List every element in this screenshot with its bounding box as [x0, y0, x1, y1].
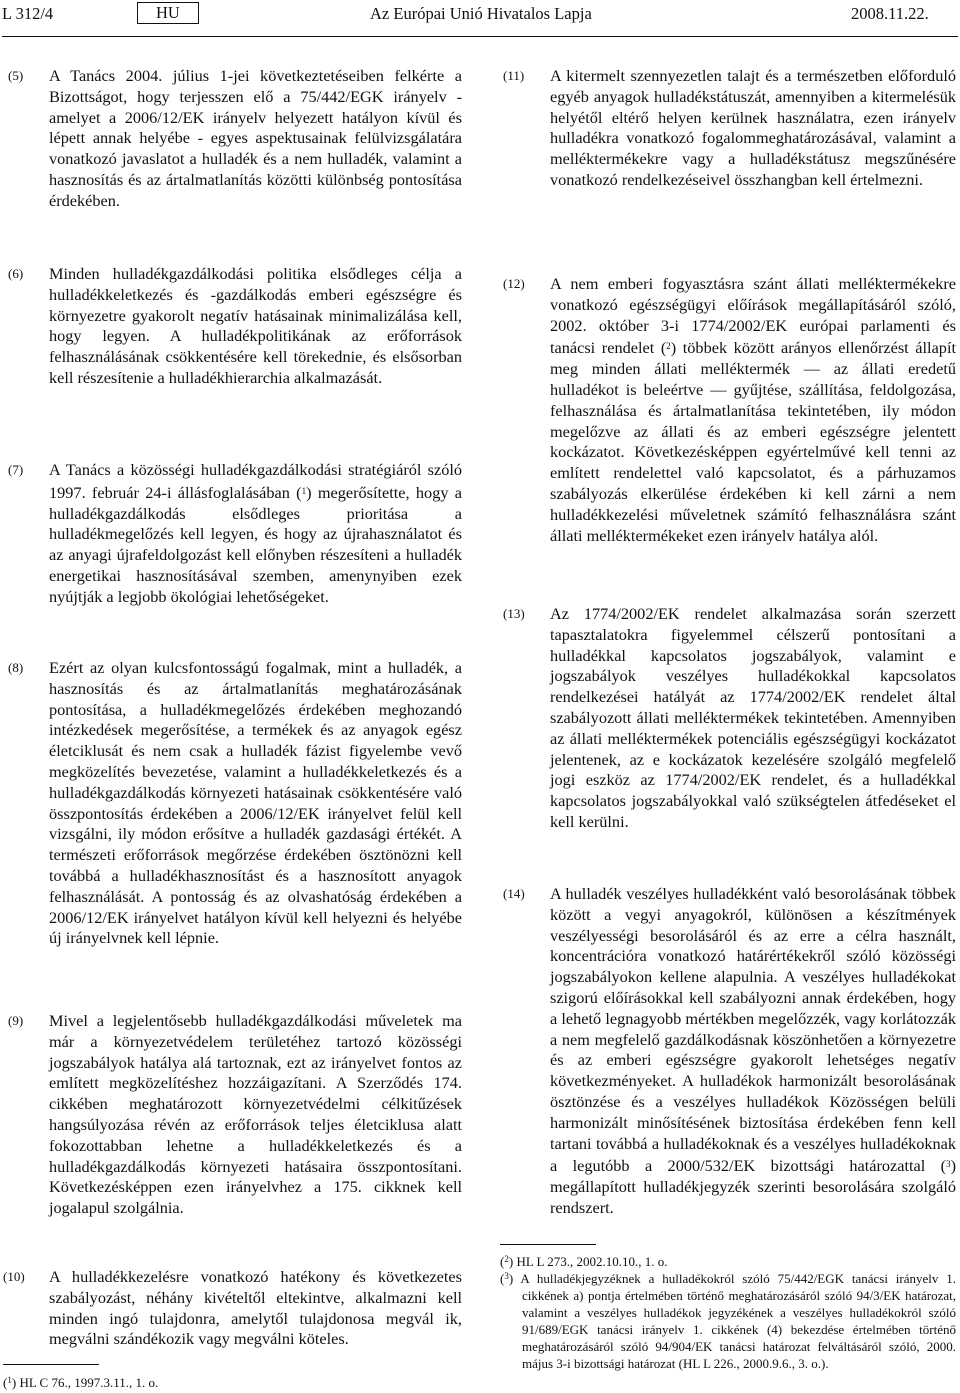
footnote-rule [500, 1244, 596, 1245]
recital-text: Mivel a legjelentősebb hulladékgazdálkodási műveletek ma már a környezetvédelem területéhez tartozó közösségi jogszabályok hatálya alá tartoznak, ezt az irányelvet fontos az említett megközelítéshez hozzáigazítani. A Szerződés 174. cikkében meghatározott környezetvédelmi célkitűzések hangsúlyozása révén az erőforrások teljes életciklusa alatt fokozottabban lehetne a hulladékkeletkezés és a hulladékgazdálkodás környezeti hatásaira összpontosítani. Következésképpen ezen irányelvhez a 175. cikknek kell jogalapul szolgálnia. [49, 1011, 462, 1218]
footnote-1: ($^1$) HL C 76., 1997.3.11., 1. o. [3, 1375, 159, 1390]
footnote-ref[interactable]: 2 [666, 341, 671, 352]
recital-number: (6) [8, 266, 24, 281]
recital-number: (7) [8, 462, 24, 477]
recital-text-part: A hulladék veszélyes hulladékként való besorolásának többek között a vegyi anyagokról, különösen a készítmények veszélyességi besorolásáról és az erre a célra használt, koncentrációra vonatkozó határértékekről szóló közösségi jogszabályokon kellene alapulnia. A veszélyes hulladékokat szigorú előírásokkal kell szabályozni annak érdekében, hogy a lehető legnagyobb mértékben megelőzzék, vagy korlátozzák a nem megfelelő gazdálkodásnak köszönhetően a környezetre és az emberi egészségre gyakorolt lehetséges negatív következményeket. A hulladékok harmonizált besorolásának ösztönzése és a veszélyes hulladékok Közösségen belüli harmonizált minősítésének biztosítása érdekében fenn kell tartani továbbá a hulladékoknak és a veszélyes hulladékoknak a legutóbb a 2000/532/EK bizottsági határozattal ( [550, 884, 956, 1176]
footnote-text: HL L 273., 2002.10.10., 1. o. [516, 1254, 668, 1269]
recital-text: Ezért az olyan kulcsfontosságú fogalmak, mint a hulladék, a hasznosítás és az ártalmatlanítás meghatározásának pontosítása, a hulladékmegelőzés érdekében meghozandó intézkedések megerősítése, a termékek és az anyagok egész életciklusát és nem csak a hulladék fázist figyelembe vevő megközelítés bevezetése, valamint a hulladékkeletkezés és a hulladékgazdálkodás környezeti hatásainak csökkentésére való összpontosítás érdekében a 2006/12/EK irányelvet felül kell vizsgálni, ily módon erősítve a hulladék gazdasági értékét. A természeti erőforrások megőrzése érdekében ösztönözni kell továbbá a hulladékhasznosítást és a hasznosított anyagok felhasználását. A pontosság és az olvashatóság érdekében a 2006/12/EK irányelvet hatályon kívül kell helyezni és helyébe új irányelvnek kell lépnie. [49, 658, 462, 948]
footnote-mark: 2 [504, 1254, 509, 1264]
recital-number: (5) [8, 68, 24, 83]
recital-number: (8) [8, 660, 24, 675]
page-header [0, 0, 960, 30]
recital-text [550, 274, 956, 546]
recital-text: Minden hulladékgazdálkodási politika elsődleges célja a hulladékkeletkezés és -gazdálkodás emberi egészségre és környezetre gyakorolt negatív hatásainak minimalizálása kell, hogy legyen. A hulladékpolitikának az erőforrások felhasználásának csökkentésére kell törekednie, és elsősorban kell részesítenie a hulladékhierarchia alkalmazását. [49, 264, 462, 387]
recital-text-part: A nem emberi fogyasztásra szánt állati melléktermékekre vonatkozó egészségügyi előírások megállapításáról szóló, 2002. október 3-i 1774/2002/EK európai parlamenti és tanácsi rendelet ( [550, 274, 956, 358]
recital-number: (9) [8, 1013, 24, 1028]
recital-number: (11) [503, 68, 525, 83]
footnote-2: ($^2$) HL L 273., 2002.10.10., 1. o. [500, 1254, 668, 1269]
footnote-rule [3, 1364, 99, 1365]
recital-text-part: ) többek között arányos ellenőrzést állapít meg minden állati melléktermék — az állati eredetű hulladékot is beleértve — gyűjtése, szállítása, feldolgozása, felhasználása és ártalmatlanítása tekintetében, ily módon megelőzve az állati és az emberi egészségre jelentett kockázatot. Következésképpen egyértelművé kell tenni az említett rendelettel való kapcsolatot, és a párhuzamos szabályozás elkerülése érdekében ki kell zárni a nem hulladékkezelési műveletnek számító felhasználásra szánt állati melléktermékeket ezen irányelv hatálya alól. [550, 338, 956, 545]
header-rule [2, 36, 958, 37]
language-badge: HU [137, 2, 199, 24]
recital-text: A kitermelt szennyezetlen talajt és a természetben előforduló egyéb anyagok hulladékstátuszát, amennyiben a kitermelésük helyétől eltérő helyen kerülnek használatra, ezen irányelv hulladékra vonatkozó fogalommeghatározásával, valamint a melléktermékekre vagy a hulladékstátusz megszűnésére vonatkozó rendelkezéseivel összhangban kell értelmezni. [550, 66, 956, 189]
recital-number: (13) [503, 606, 525, 621]
recital-text [550, 884, 956, 1219]
recital-text: A hulladékkezelésre vonatkozó hatékony és következetes szabályozást, néhány kivételtől eltekintve, alkalmazni kell minden ingó tulajdonra, amelytől tulajdonosa megvál ik, megválni szándékozik vagy megválni köteles. [49, 1267, 462, 1349]
footnote-mark: 3 [504, 1271, 509, 1281]
recital-text: Az 1774/2002/EK rendelet alkalmazása során szerzett tapasztalatokra figyelemmel célszerű pontosítani a hulladékkal kapcsolatos jogszabályok, valamint e jogszabályok veszélyes hulladékokkal kapcsolatos rendelkezései hatályát az 1774/2002/EK rendelet által szabályozott állati melléktermékek tekintetében. Amennyiben az állati melléktermékek potenciális egészségügyi kockázatot jelentenek, az e kockázatok kezelésére szolgáló megfelelő jogi eszköz az 1774/2002/EK rendelet, és a hulladékkal kapcsolatos jogszabályokkal való szükségtelen átfedéseket el kell kerülni. [550, 604, 956, 831]
footnote-text: HL C 76., 1997.3.11., 1. o. [19, 1375, 159, 1390]
recital-text: A Tanács 2004. július 1-jei következtetéseiben felkérte a Bizottságot, hogy terjesszen elő a 75/442/EGK irányelv - amelyet a 2006/12/EK irányelv helyezett hatályon kívül és lépett annak helyébe - egyes aspektusainak felülvizsgálatára vonatkozó javaslatot a hulladék és a nem hulladék, valamint a hasznosítás és az ártalmatlanítás közötti különbség pontosítása érdekében. [49, 66, 462, 210]
recital-text-part: ) megállapított hulladékjegyzék szerinti besorolására szolgáló rendszert. [550, 1156, 956, 1217]
footnote-mark: 1 [7, 1375, 12, 1385]
recital-number: (14) [503, 886, 525, 901]
recital-text-part: A Tanács a közösségi hulladékgazdálkodási stratégiáról szóló 1997. február 24-i állásfoglalásában ( [49, 460, 462, 502]
footnote-3: ($^3$) A hulladékjegyzéknek a hulladékokról szóló 75/442/EGK tanácsi irányelv 1. cikkének a) pontja értelmében történő meghatározásáról szóló 94/3/EK határozat, valamint a veszélyes hulladékok jegyzékének a veszélyes hulladékokról szóló 91/689/EGK tanácsi irányelv 1. cikkének (4) bekezdése értelmében történő meghatározásáról szóló 94/904/EK tanácsi határozat felváltásáról szóló, 2000. május 3-i bizottsági határozat (HL L 226., 2000.9.6., 3. o.). [500, 1271, 956, 1371]
recital-number: (12) [503, 276, 525, 291]
recital-text [49, 460, 462, 608]
issue-date: 2008.11.22. [851, 4, 929, 23]
journal-title: Az Európai Unió Hivatalos Lapja [370, 4, 592, 23]
recital-text-part: ) megerősítette, hogy a hulladékgazdálkodás elsődleges prioritása a hulladékmegelőzés kell legyen, és hogy az újrahasználatot és az anyagi újrafeldolgozást kell előnyben részesíteni a hulladék energetikai hasznosításával szemben, amenynyiben ezek nyújtják a legjobb ökológiai lehetőségeket. [49, 482, 463, 606]
footnote-text: A hulladékjegyzéknek a hulladékokról szóló 75/442/EGK tanácsi irányelv 1. cikkének a) pontja értelmében történő meghatározásáról szóló 94/3/EK határozat, valamint a veszélyes hulladékok jegyzékének a veszélyes hulladékokról szóló 91/689/EGK tanácsi irányelv 1. cikkének (4) bekezdése értelmében történő meghatározásáról szóló 94/904/EK tanácsi határozat felváltásáról szóló, 2000. május 3-i bizottsági határozat (HL L 226., 2000.9.6., 3. o.). [520, 1271, 956, 1371]
page-reference: L 312/4 [2, 4, 54, 23]
footnote-ref[interactable]: 1 [301, 485, 307, 496]
footnote-ref[interactable]: 3 [946, 1159, 951, 1170]
recital-number: (10) [3, 1269, 25, 1284]
